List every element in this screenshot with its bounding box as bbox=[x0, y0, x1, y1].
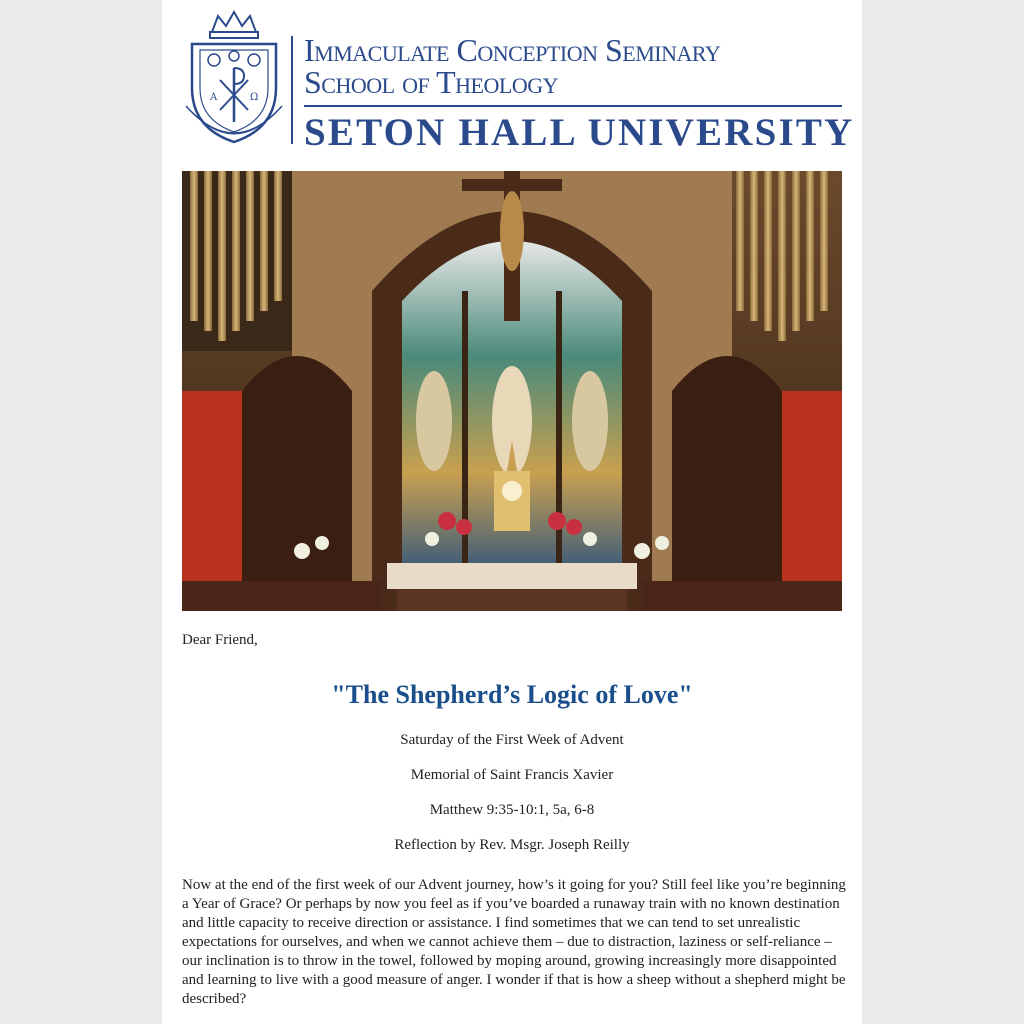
scripture-reference: Matthew 9:35-10:1, 5a, 6-8 bbox=[429, 802, 595, 818]
header-divider-horizontal bbox=[304, 105, 842, 107]
greeting: Dear Friend, bbox=[182, 632, 258, 648]
school-name: School of Theology bbox=[304, 64, 558, 100]
chapel-altar-image-icon bbox=[182, 171, 842, 611]
reflection-paragraph: Now at the end of the first week of our Advent journey, how’s it going for you? Still feel like you’re beginning a Year of Grace? Or perhaps by now you feel as if you’ve boarded a runaway train with no known destination and little capacity to receive direction or assistance. I find sometimes that we can tend to set unrealistic expectations for ourselves, and when we cannot achieve them – due to distraction, laziness or self-reliance – our inclination is to throw in the towel, followed by moping around, growing increasingly more disappointed and learning to live with a good measure of anger. I wonder if that is how a sheep without a shepherd might be described? bbox=[182, 877, 846, 1007]
reflection-author: Reflection by Rev. Msgr. Joseph Reilly bbox=[394, 837, 630, 853]
seminary-crest-icon bbox=[182, 10, 286, 148]
reflection-title: "The Shepherd’s Logic of Love" bbox=[331, 680, 693, 709]
header-divider-vertical bbox=[291, 36, 293, 144]
svg-text:Ω: Ω bbox=[250, 92, 259, 103]
university-name: SETON HALL UNIVERSITY bbox=[304, 111, 855, 154]
email-page bbox=[162, 0, 862, 1024]
chapel-altar-photo bbox=[182, 171, 842, 611]
seminary-header bbox=[182, 8, 855, 154]
svg-text:A: A bbox=[210, 92, 218, 103]
memorial: Memorial of Saint Francis Xavier bbox=[410, 767, 614, 783]
liturgical-day: Saturday of the First Week of Advent bbox=[400, 732, 624, 748]
seminary-name: Immaculate Conception Seminary bbox=[304, 32, 721, 68]
